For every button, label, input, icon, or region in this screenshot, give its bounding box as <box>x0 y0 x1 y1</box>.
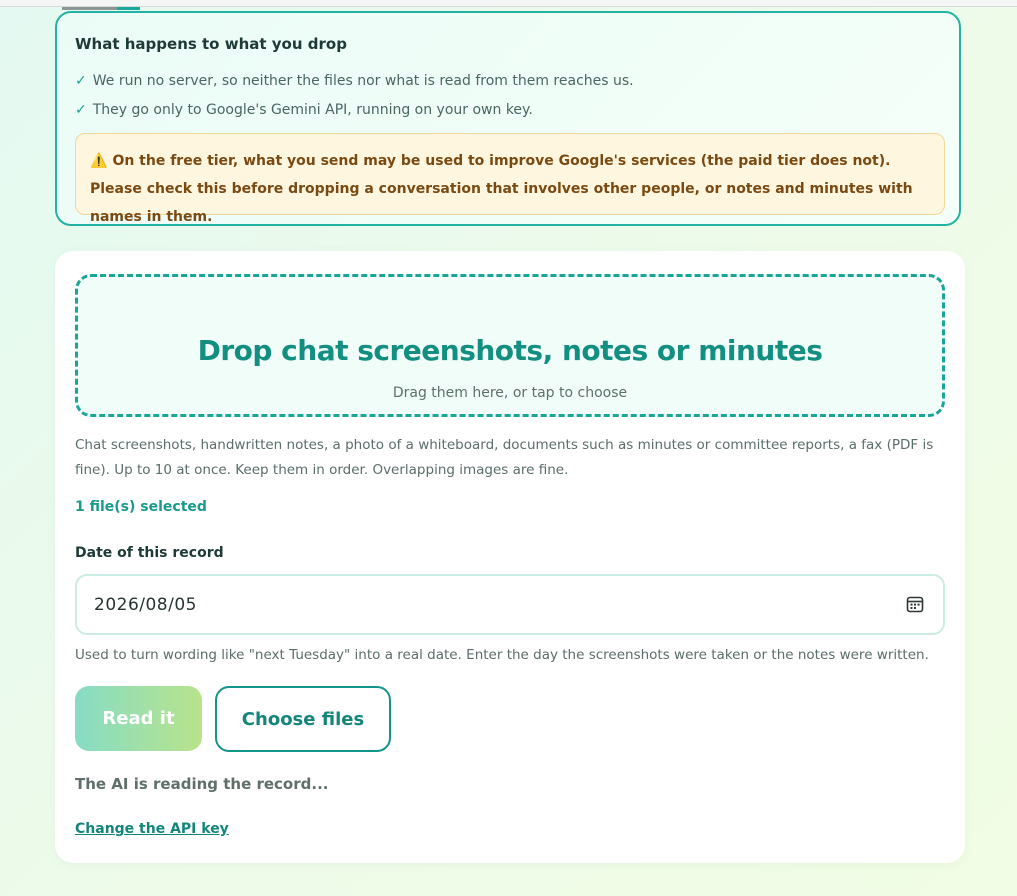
choose-files-button[interactable]: Choose files <box>215 686 391 752</box>
privacy-point-text: They go only to Google's Gemini API, running on your own key. <box>92 102 533 118</box>
privacy-point-text: We run no server, so neither the files nor what is read from them reaches us. <box>92 73 634 89</box>
privacy-point <box>75 73 634 89</box>
browser-top-strip <box>0 0 1017 7</box>
date-help-text: Used to turn wording like "next Tuesday" into a real date. Enter the day the screenshots were taken or the notes were written. <box>75 647 929 663</box>
date-value[interactable]: 2026/08/05 <box>94 595 197 615</box>
upload-card <box>55 251 965 863</box>
files-selected-count: 1 file(s) selected <box>75 499 207 515</box>
calendar-icon[interactable] <box>906 595 924 613</box>
file-dropzone[interactable] <box>75 274 945 417</box>
accepted-files-help: Chat screenshots, handwritten notes, a photo of a whiteboard, documents such as minutes or committee reports, a fax (PDF is fine). Up to 10 at once. Keep them in order. Overlapping images are fine. <box>75 437 934 478</box>
tab-indicator <box>62 7 140 10</box>
check-icon: ✓ <box>75 73 87 89</box>
date-label: Date of this record <box>75 545 224 561</box>
warning-icon: ⚠️ <box>90 153 108 169</box>
change-api-key-link[interactable]: Change the API key <box>75 821 229 837</box>
dropzone-subtitle: Drag them here, or tap to choose <box>392 385 628 401</box>
privacy-title: What happens to what you drop <box>75 35 347 53</box>
read-it-button[interactable]: Read it <box>75 686 202 751</box>
privacy-point <box>75 102 533 118</box>
dropzone-title: Drop chat screenshots, notes or minutes <box>197 334 823 367</box>
status-message: The AI is reading the record... <box>75 775 329 793</box>
warning-text: On the free tier, what you send may be used to improve Google's services (the paid tier does not). Please check this before dropping a conversation that involves other people, or notes and minutes with names in them. <box>90 153 913 225</box>
date-input[interactable] <box>75 574 945 635</box>
check-icon: ✓ <box>75 102 87 118</box>
privacy-notice-card <box>55 11 961 226</box>
free-tier-warning <box>75 133 945 225</box>
